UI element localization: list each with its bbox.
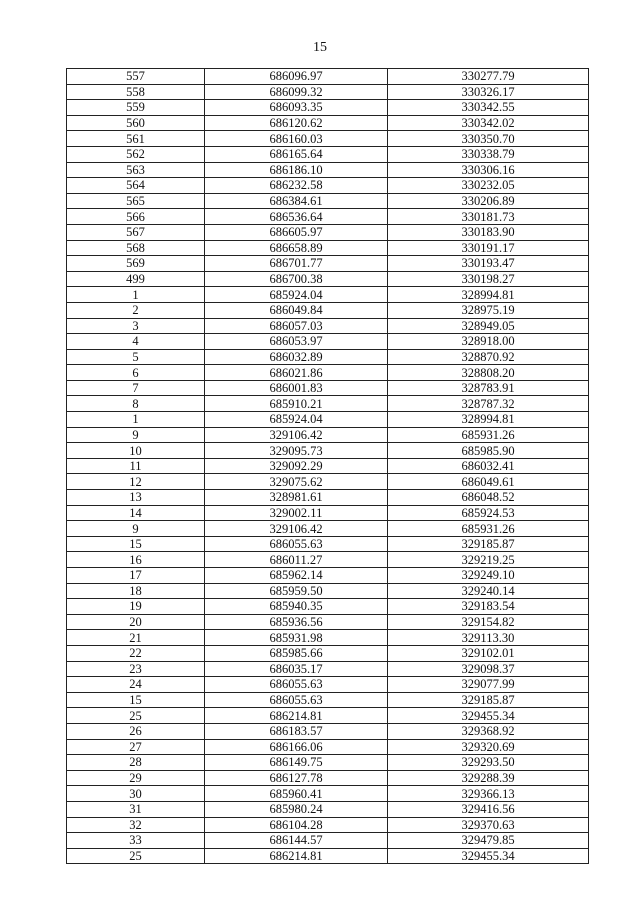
table-row	[67, 209, 589, 225]
table-row	[67, 131, 589, 147]
x-coordinate-cell: 685924.04	[205, 287, 388, 303]
x-coordinate-cell: 686057.03	[205, 318, 388, 334]
y-coordinate-cell: 328918.00	[388, 334, 589, 350]
x-coordinate-cell: 686035.17	[205, 661, 388, 677]
point-number-cell: 11	[67, 458, 205, 474]
table-row	[67, 739, 589, 755]
x-coordinate-cell: 686166.06	[205, 739, 388, 755]
point-number-cell: 22	[67, 645, 205, 661]
x-coordinate-cell: 329075.62	[205, 474, 388, 490]
point-number-cell: 6	[67, 365, 205, 381]
table-row	[67, 240, 589, 256]
point-number-cell: 31	[67, 801, 205, 817]
point-number-cell: 563	[67, 162, 205, 178]
page-number: 15	[313, 40, 327, 55]
point-number-cell: 561	[67, 131, 205, 147]
table-row	[67, 490, 589, 506]
y-coordinate-cell: 328783.91	[388, 380, 589, 396]
x-coordinate-cell: 686658.89	[205, 240, 388, 256]
y-coordinate-cell: 330306.16	[388, 162, 589, 178]
x-coordinate-cell: 686701.77	[205, 256, 388, 272]
table-row	[67, 443, 589, 459]
point-number-cell: 5	[67, 349, 205, 365]
x-coordinate-cell: 686096.97	[205, 69, 388, 85]
y-coordinate-cell: 329077.99	[388, 677, 589, 693]
table-row	[67, 318, 589, 334]
point-number-cell: 557	[67, 69, 205, 85]
x-coordinate-cell: 686049.84	[205, 302, 388, 318]
point-number-cell: 568	[67, 240, 205, 256]
y-coordinate-cell: 330183.90	[388, 224, 589, 240]
y-coordinate-cell: 330232.05	[388, 178, 589, 194]
table-row	[67, 69, 589, 85]
x-coordinate-cell: 686144.57	[205, 833, 388, 849]
x-coordinate-cell: 686055.63	[205, 677, 388, 693]
table-row	[67, 256, 589, 272]
x-coordinate-cell: 685962.14	[205, 568, 388, 584]
point-number-cell: 15	[67, 536, 205, 552]
y-coordinate-cell: 328949.05	[388, 318, 589, 334]
point-number-cell: 26	[67, 723, 205, 739]
x-coordinate-cell: 686700.38	[205, 271, 388, 287]
x-coordinate-cell: 685985.66	[205, 645, 388, 661]
y-coordinate-cell: 329185.87	[388, 536, 589, 552]
table-row	[67, 817, 589, 833]
y-coordinate-cell: 329416.56	[388, 801, 589, 817]
y-coordinate-cell: 686032.41	[388, 458, 589, 474]
point-number-cell: 2	[67, 302, 205, 318]
y-coordinate-cell: 328787.32	[388, 396, 589, 412]
table-row	[67, 677, 589, 693]
table-row	[67, 84, 589, 100]
x-coordinate-cell: 686232.58	[205, 178, 388, 194]
y-coordinate-cell: 328994.81	[388, 287, 589, 303]
table-row	[67, 302, 589, 318]
table-row	[67, 224, 589, 240]
x-coordinate-cell: 329002.11	[205, 505, 388, 521]
y-coordinate-cell: 329098.37	[388, 661, 589, 677]
point-number-cell: 560	[67, 115, 205, 131]
point-number-cell: 3	[67, 318, 205, 334]
y-coordinate-cell: 329113.30	[388, 630, 589, 646]
x-coordinate-cell: 686127.78	[205, 770, 388, 786]
table-row	[67, 334, 589, 350]
x-coordinate-cell: 329092.29	[205, 458, 388, 474]
y-coordinate-cell: 329368.92	[388, 723, 589, 739]
table-row	[67, 115, 589, 131]
table-row	[67, 365, 589, 381]
y-coordinate-cell: 329366.13	[388, 786, 589, 802]
x-coordinate-cell: 686186.10	[205, 162, 388, 178]
y-coordinate-cell: 330277.79	[388, 69, 589, 85]
y-coordinate-cell: 329183.54	[388, 599, 589, 615]
point-number-cell: 24	[67, 677, 205, 693]
table-row	[67, 848, 589, 864]
table-row	[67, 412, 589, 428]
x-coordinate-cell: 685980.24	[205, 801, 388, 817]
table-row	[67, 708, 589, 724]
point-number-cell: 27	[67, 739, 205, 755]
x-coordinate-cell: 686021.86	[205, 365, 388, 381]
point-number-cell: 565	[67, 193, 205, 209]
point-number-cell: 29	[67, 770, 205, 786]
y-coordinate-cell: 330191.17	[388, 240, 589, 256]
y-coordinate-cell: 329219.25	[388, 552, 589, 568]
x-coordinate-cell: 329106.42	[205, 427, 388, 443]
point-number-cell: 33	[67, 833, 205, 849]
x-coordinate-cell: 686099.32	[205, 84, 388, 100]
table-row	[67, 786, 589, 802]
x-coordinate-cell: 686165.64	[205, 146, 388, 162]
y-coordinate-cell: 328808.20	[388, 365, 589, 381]
x-coordinate-cell: 686120.62	[205, 115, 388, 131]
x-coordinate-cell: 329106.42	[205, 521, 388, 537]
point-number-cell: 18	[67, 583, 205, 599]
table-row	[67, 380, 589, 396]
y-coordinate-cell: 329370.63	[388, 817, 589, 833]
x-coordinate-cell: 686001.83	[205, 380, 388, 396]
table-row	[67, 630, 589, 646]
x-coordinate-cell: 685931.98	[205, 630, 388, 646]
x-coordinate-cell: 686055.63	[205, 692, 388, 708]
point-number-cell: 1	[67, 287, 205, 303]
point-number-cell: 28	[67, 755, 205, 771]
table-row	[67, 755, 589, 771]
table-row	[67, 770, 589, 786]
x-coordinate-cell: 686093.35	[205, 100, 388, 116]
x-coordinate-cell: 685940.35	[205, 599, 388, 615]
x-coordinate-cell: 686055.63	[205, 536, 388, 552]
table-row	[67, 287, 589, 303]
x-coordinate-cell: 685959.50	[205, 583, 388, 599]
table-row	[67, 833, 589, 849]
table-row	[67, 583, 589, 599]
y-coordinate-cell: 329102.01	[388, 645, 589, 661]
x-coordinate-cell: 686160.03	[205, 131, 388, 147]
point-number-cell: 32	[67, 817, 205, 833]
point-number-cell: 558	[67, 84, 205, 100]
x-coordinate-cell: 686214.81	[205, 848, 388, 864]
table-row	[67, 474, 589, 490]
point-number-cell: 569	[67, 256, 205, 272]
y-coordinate-cell: 686049.61	[388, 474, 589, 490]
x-coordinate-cell: 686104.28	[205, 817, 388, 833]
x-coordinate-cell: 329095.73	[205, 443, 388, 459]
y-coordinate-cell: 328994.81	[388, 412, 589, 428]
y-coordinate-cell: 329154.82	[388, 614, 589, 630]
y-coordinate-cell: 329288.39	[388, 770, 589, 786]
y-coordinate-cell: 329320.69	[388, 739, 589, 755]
point-number-cell: 17	[67, 568, 205, 584]
y-coordinate-cell: 685931.26	[388, 521, 589, 537]
point-number-cell: 20	[67, 614, 205, 630]
table-row	[67, 661, 589, 677]
y-coordinate-cell: 685985.90	[388, 443, 589, 459]
table-row	[67, 521, 589, 537]
point-number-cell: 30	[67, 786, 205, 802]
y-coordinate-cell: 328975.19	[388, 302, 589, 318]
x-coordinate-cell: 686384.61	[205, 193, 388, 209]
table-row	[67, 801, 589, 817]
table-row	[67, 193, 589, 209]
y-coordinate-cell: 330198.27	[388, 271, 589, 287]
x-coordinate-cell: 685924.04	[205, 412, 388, 428]
table-row	[67, 645, 589, 661]
y-coordinate-cell: 330206.89	[388, 193, 589, 209]
y-coordinate-cell: 685924.53	[388, 505, 589, 521]
point-number-cell: 567	[67, 224, 205, 240]
point-number-cell: 562	[67, 146, 205, 162]
x-coordinate-cell: 685960.41	[205, 786, 388, 802]
x-coordinate-cell: 686149.75	[205, 755, 388, 771]
point-number-cell: 21	[67, 630, 205, 646]
point-number-cell: 10	[67, 443, 205, 459]
y-coordinate-cell: 329240.14	[388, 583, 589, 599]
x-coordinate-cell: 686214.81	[205, 708, 388, 724]
point-number-cell: 14	[67, 505, 205, 521]
table-row	[67, 552, 589, 568]
point-number-cell: 8	[67, 396, 205, 412]
y-coordinate-cell: 329249.10	[388, 568, 589, 584]
x-coordinate-cell: 686011.27	[205, 552, 388, 568]
y-coordinate-cell: 330338.79	[388, 146, 589, 162]
y-coordinate-cell: 328870.92	[388, 349, 589, 365]
table-row	[67, 146, 589, 162]
y-coordinate-cell: 329185.87	[388, 692, 589, 708]
point-number-cell: 1	[67, 412, 205, 428]
table-row	[67, 458, 589, 474]
point-number-cell: 499	[67, 271, 205, 287]
y-coordinate-cell: 330181.73	[388, 209, 589, 225]
table-row	[67, 692, 589, 708]
point-number-cell: 23	[67, 661, 205, 677]
table-row	[67, 536, 589, 552]
x-coordinate-cell: 686053.97	[205, 334, 388, 350]
point-number-cell: 19	[67, 599, 205, 615]
point-number-cell: 9	[67, 521, 205, 537]
point-number-cell: 15	[67, 692, 205, 708]
x-coordinate-cell: 685910.21	[205, 396, 388, 412]
point-number-cell: 13	[67, 490, 205, 506]
table-row	[67, 505, 589, 521]
y-coordinate-cell: 330193.47	[388, 256, 589, 272]
x-coordinate-cell: 686183.57	[205, 723, 388, 739]
point-number-cell: 25	[67, 708, 205, 724]
y-coordinate-cell: 330350.70	[388, 131, 589, 147]
table-row	[67, 178, 589, 194]
point-number-cell: 12	[67, 474, 205, 490]
x-coordinate-cell: 328981.61	[205, 490, 388, 506]
y-coordinate-cell: 329455.34	[388, 708, 589, 724]
point-number-cell: 16	[67, 552, 205, 568]
x-coordinate-cell: 686605.97	[205, 224, 388, 240]
y-coordinate-cell: 686048.52	[388, 490, 589, 506]
point-number-cell: 566	[67, 209, 205, 225]
y-coordinate-cell: 330326.17	[388, 84, 589, 100]
coordinates-table-body	[67, 69, 589, 864]
table-row	[67, 568, 589, 584]
y-coordinate-cell: 685931.26	[388, 427, 589, 443]
table-row	[67, 271, 589, 287]
table-row	[67, 100, 589, 116]
y-coordinate-cell: 330342.55	[388, 100, 589, 116]
point-number-cell: 564	[67, 178, 205, 194]
x-coordinate-cell: 685936.56	[205, 614, 388, 630]
point-number-cell: 9	[67, 427, 205, 443]
table-row	[67, 349, 589, 365]
y-coordinate-cell: 329455.34	[388, 848, 589, 864]
x-coordinate-cell: 686536.64	[205, 209, 388, 225]
point-number-cell: 7	[67, 380, 205, 396]
point-number-cell: 25	[67, 848, 205, 864]
point-number-cell: 4	[67, 334, 205, 350]
table-row	[67, 162, 589, 178]
table-row	[67, 599, 589, 615]
y-coordinate-cell: 329479.85	[388, 833, 589, 849]
point-number-cell: 559	[67, 100, 205, 116]
y-coordinate-cell: 329293.50	[388, 755, 589, 771]
table-row	[67, 723, 589, 739]
table-row	[67, 427, 589, 443]
y-coordinate-cell: 330342.02	[388, 115, 589, 131]
table-row	[67, 614, 589, 630]
table-row	[67, 396, 589, 412]
x-coordinate-cell: 686032.89	[205, 349, 388, 365]
coordinates-table	[66, 68, 589, 864]
